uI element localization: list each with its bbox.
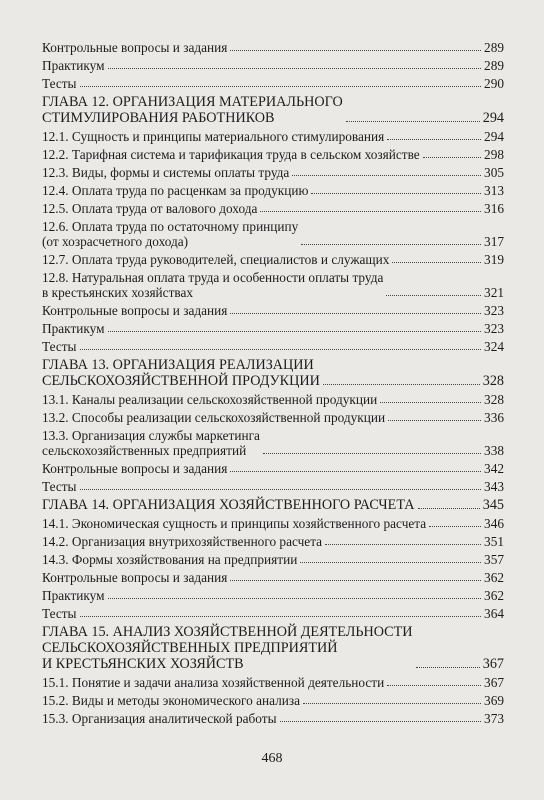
toc-entry-title-line: 15.3. Организация аналитической работы xyxy=(42,711,277,726)
dot-leader xyxy=(303,703,481,704)
dot-leader xyxy=(388,420,481,421)
table-of-contents xyxy=(42,40,504,729)
dot-leader xyxy=(108,68,482,69)
toc-entry-title xyxy=(42,392,377,407)
toc-entry xyxy=(42,711,504,726)
toc-entry-page: 362 xyxy=(484,588,504,603)
toc-entry-title xyxy=(42,552,297,567)
toc-entry xyxy=(42,461,504,476)
dot-leader xyxy=(386,295,481,296)
toc-entry-title xyxy=(42,165,289,180)
toc-entry xyxy=(42,76,504,91)
toc-entry-title-line: 12.8. Натуральная оплата труда и особенности оплаты труда xyxy=(42,270,384,285)
dot-leader xyxy=(80,489,482,490)
toc-entry-page: 336 xyxy=(484,410,504,425)
toc-entry-title-line: ГЛАВА 12. ОРГАНИЗАЦИЯ МАТЕРИАЛЬНОГО xyxy=(42,94,343,110)
toc-entry-title xyxy=(42,357,320,389)
toc-entry-title xyxy=(42,588,105,603)
toc-entry-page: 367 xyxy=(482,656,504,672)
toc-entry-title xyxy=(42,606,77,621)
toc-entry xyxy=(42,339,504,354)
page-number: 468 xyxy=(261,751,283,766)
toc-entry-page: 367 xyxy=(484,675,504,690)
toc-entry xyxy=(42,219,504,249)
toc-entry xyxy=(42,321,504,336)
dot-leader xyxy=(292,175,481,176)
toc-entry-title xyxy=(42,693,300,708)
toc-entry-page: 324 xyxy=(484,339,504,354)
toc-entry xyxy=(42,270,504,300)
toc-entry-title xyxy=(42,303,227,318)
toc-entry-title xyxy=(42,534,322,549)
toc-entry xyxy=(42,165,504,180)
toc-entry-title-line: Контрольные вопросы и задания xyxy=(42,570,228,585)
dot-leader xyxy=(418,508,480,509)
toc-entry xyxy=(42,129,504,144)
toc-entry-page: 294 xyxy=(484,129,504,144)
toc-entry-title-line: 15.2. Виды и методы экономического анализа xyxy=(42,693,301,708)
toc-entry-title-line: Тесты xyxy=(42,606,77,621)
dot-leader xyxy=(300,562,481,563)
dot-leader xyxy=(80,616,482,617)
toc-entry-page: 313 xyxy=(484,183,504,198)
toc-entry-page: 338 xyxy=(484,443,504,458)
toc-entry-title-line: 12.1. Сущность и принципы материального стимулирования xyxy=(42,129,385,144)
toc-entry-page: 294 xyxy=(482,110,504,126)
toc-entry-title-line: 13.2. Способы реализации сельскохозяйственной продукции xyxy=(42,410,386,425)
toc-entry-title-line: 14.3. Формы хозяйствования на предприятии xyxy=(42,552,298,567)
toc-entry-page: 342 xyxy=(484,461,504,476)
toc-entry xyxy=(42,428,504,458)
toc-entry xyxy=(42,303,504,318)
toc-entry xyxy=(42,40,504,55)
toc-entry-title-line: Тесты xyxy=(42,479,77,494)
dot-leader xyxy=(230,471,481,472)
toc-entry-title xyxy=(42,711,277,726)
dot-leader xyxy=(260,211,481,212)
toc-entry-title xyxy=(42,147,420,162)
toc-entry xyxy=(42,147,504,162)
toc-entry-title-line: СЕЛЬСКОХОЗЯЙСТВЕННОЙ ПРОДУКЦИИ xyxy=(42,373,320,389)
toc-entry-title-line: 15.1. Понятие и задачи анализа хозяйственной деятельности xyxy=(42,675,385,690)
toc-entry-title-line: Контрольные вопросы и задания xyxy=(42,461,228,476)
toc-entry-title-line: Практикум xyxy=(42,321,105,336)
toc-entry-title-line: 12.3. Виды, формы и системы оплаты труда xyxy=(42,165,290,180)
toc-entry-title xyxy=(42,675,384,690)
dot-leader xyxy=(280,721,482,722)
dot-leader xyxy=(301,244,481,245)
toc-entry-title xyxy=(42,40,227,55)
toc-entry-title xyxy=(42,183,308,198)
toc-entry xyxy=(42,675,504,690)
dot-leader xyxy=(325,544,481,545)
toc-entry-title xyxy=(42,76,77,91)
toc-entry-title xyxy=(42,252,389,267)
toc-entry-title-line: (от хозрасчетного дохода) xyxy=(42,234,189,249)
toc-entry-title-line: Контрольные вопросы и задания xyxy=(42,40,228,55)
toc-entry-title xyxy=(42,339,77,354)
toc-entry-title-line: 12.5. Оплата труда от валового дохода xyxy=(42,201,258,216)
dot-leader xyxy=(263,453,481,454)
dot-leader xyxy=(80,86,482,87)
toc-entry-title-line: 14.2. Организация внутрихозяйственного расчета xyxy=(42,534,323,549)
toc-chapter-entry xyxy=(42,497,504,513)
dot-leader xyxy=(230,313,481,314)
dot-leader xyxy=(387,685,481,686)
dot-leader xyxy=(387,139,481,140)
dot-leader xyxy=(108,331,482,332)
toc-entry xyxy=(42,606,504,621)
toc-entry-title xyxy=(42,570,227,585)
dot-leader xyxy=(230,50,481,51)
dot-leader xyxy=(80,349,482,350)
toc-chapter-entry xyxy=(42,357,504,389)
toc-entry-page: 289 xyxy=(484,40,504,55)
dot-leader xyxy=(392,262,481,263)
toc-entry-title-line: сельскохозяйственных предприятий xyxy=(42,443,247,458)
dot-leader xyxy=(416,667,480,668)
toc-entry-title xyxy=(42,479,77,494)
dot-leader xyxy=(429,526,481,527)
toc-entry-title-line: Практикум xyxy=(42,58,105,73)
toc-entry-title-line: СТИМУЛИРОВАНИЯ РАБОТНИКОВ xyxy=(42,110,275,126)
toc-entry-title-line: 12.6. Оплата труда по остаточному принципу xyxy=(42,219,299,234)
toc-entry-page: 343 xyxy=(484,479,504,494)
toc-entry xyxy=(42,479,504,494)
toc-entry-page: 328 xyxy=(484,392,504,407)
toc-entry-page: 289 xyxy=(484,58,504,73)
toc-entry-title xyxy=(42,94,343,126)
dot-leader xyxy=(230,580,481,581)
dot-leader xyxy=(346,121,480,122)
dot-leader xyxy=(311,193,481,194)
toc-entry-title-line: 13.3. Организация службы маркетинга xyxy=(42,428,260,443)
toc-entry-page: 351 xyxy=(484,534,504,549)
toc-entry-title xyxy=(42,624,413,672)
dot-leader xyxy=(323,384,480,385)
toc-entry-title xyxy=(42,129,384,144)
toc-entry xyxy=(42,552,504,567)
toc-entry xyxy=(42,516,504,531)
toc-entry-page: 321 xyxy=(484,285,504,300)
toc-entry-title-line: 12.2. Тарифная система и тарификация труда в сельском хозяйстве xyxy=(42,147,420,162)
toc-entry xyxy=(42,183,504,198)
toc-entry-title xyxy=(42,497,415,513)
dot-leader xyxy=(380,402,481,403)
toc-entry-page: 323 xyxy=(484,321,504,336)
toc-entry-title-line: в крестьянских хозяйствах xyxy=(42,285,194,300)
toc-entry-title xyxy=(42,461,227,476)
toc-entry-title xyxy=(42,410,385,425)
toc-entry-page: 346 xyxy=(484,516,504,531)
toc-entry-page: 298 xyxy=(484,147,504,162)
toc-entry-title xyxy=(42,219,298,249)
toc-entry-page: 357 xyxy=(484,552,504,567)
toc-entry-title-line: ГЛАВА 15. АНАЛИЗ ХОЗЯЙСТВЕННОЙ ДЕЯТЕЛЬНОСТИ xyxy=(42,624,413,640)
toc-entry-title-line: Тесты xyxy=(42,339,77,354)
toc-entry-page: 290 xyxy=(484,76,504,91)
toc-entry-page: 364 xyxy=(484,606,504,621)
toc-entry-page: 323 xyxy=(484,303,504,318)
toc-entry xyxy=(42,534,504,549)
toc-entry xyxy=(42,58,504,73)
toc-entry-title-line: Практикум xyxy=(42,588,105,603)
toc-entry-title xyxy=(42,321,105,336)
toc-entry-title xyxy=(42,516,426,531)
toc-entry-page: 369 xyxy=(484,693,504,708)
toc-entry-title-line: ГЛАВА 13. ОРГАНИЗАЦИЯ РЕАЛИЗАЦИИ xyxy=(42,357,314,373)
toc-entry-title xyxy=(42,270,383,300)
toc-entry xyxy=(42,588,504,603)
toc-entry-page: 305 xyxy=(484,165,504,180)
toc-entry-title-line: И КРЕСТЬЯНСКИХ ХОЗЯЙСТВ xyxy=(42,656,244,672)
toc-entry-page: 345 xyxy=(482,497,504,513)
toc-entry-page: 362 xyxy=(484,570,504,585)
toc-entry xyxy=(42,693,504,708)
toc-entry-title xyxy=(42,201,257,216)
toc-entry-title-line: 14.1. Экономическая сущность и принципы хозяйственного расчета xyxy=(42,516,427,531)
toc-entry xyxy=(42,252,504,267)
toc-entry-page: 316 xyxy=(484,201,504,216)
toc-chapter-entry xyxy=(42,624,504,672)
dot-leader xyxy=(108,598,482,599)
toc-entry-title-line: СЕЛЬСКОХОЗЯЙСТВЕННЫХ ПРЕДПРИЯТИЙ xyxy=(42,640,338,656)
toc-entry-title xyxy=(42,428,260,458)
toc-entry-title-line: 13.1. Каналы реализации сельскохозяйственной продукции xyxy=(42,392,378,407)
toc-entry-title xyxy=(42,58,105,73)
dot-leader xyxy=(423,157,481,158)
toc-entry-page: 328 xyxy=(482,373,504,389)
toc-entry-page: 373 xyxy=(484,711,504,726)
toc-entry-title-line: 12.7. Оплата труда руководителей, специалистов и служащих xyxy=(42,252,390,267)
toc-entry xyxy=(42,410,504,425)
toc-entry xyxy=(42,570,504,585)
toc-entry-title-line: 12.4. Оплата труда по расценкам за продукцию xyxy=(42,183,309,198)
toc-entry-title-line: ГЛАВА 14. ОРГАНИЗАЦИЯ ХОЗЯЙСТВЕННОГО РАСЧЕТА xyxy=(42,497,415,513)
toc-entry-title-line: Тесты xyxy=(42,76,77,91)
toc-entry-page: 319 xyxy=(484,252,504,267)
toc-entry xyxy=(42,201,504,216)
toc-entry-page: 317 xyxy=(484,234,504,249)
toc-chapter-entry xyxy=(42,94,504,126)
toc-entry-title-line: Контрольные вопросы и задания xyxy=(42,303,228,318)
toc-entry xyxy=(42,392,504,407)
